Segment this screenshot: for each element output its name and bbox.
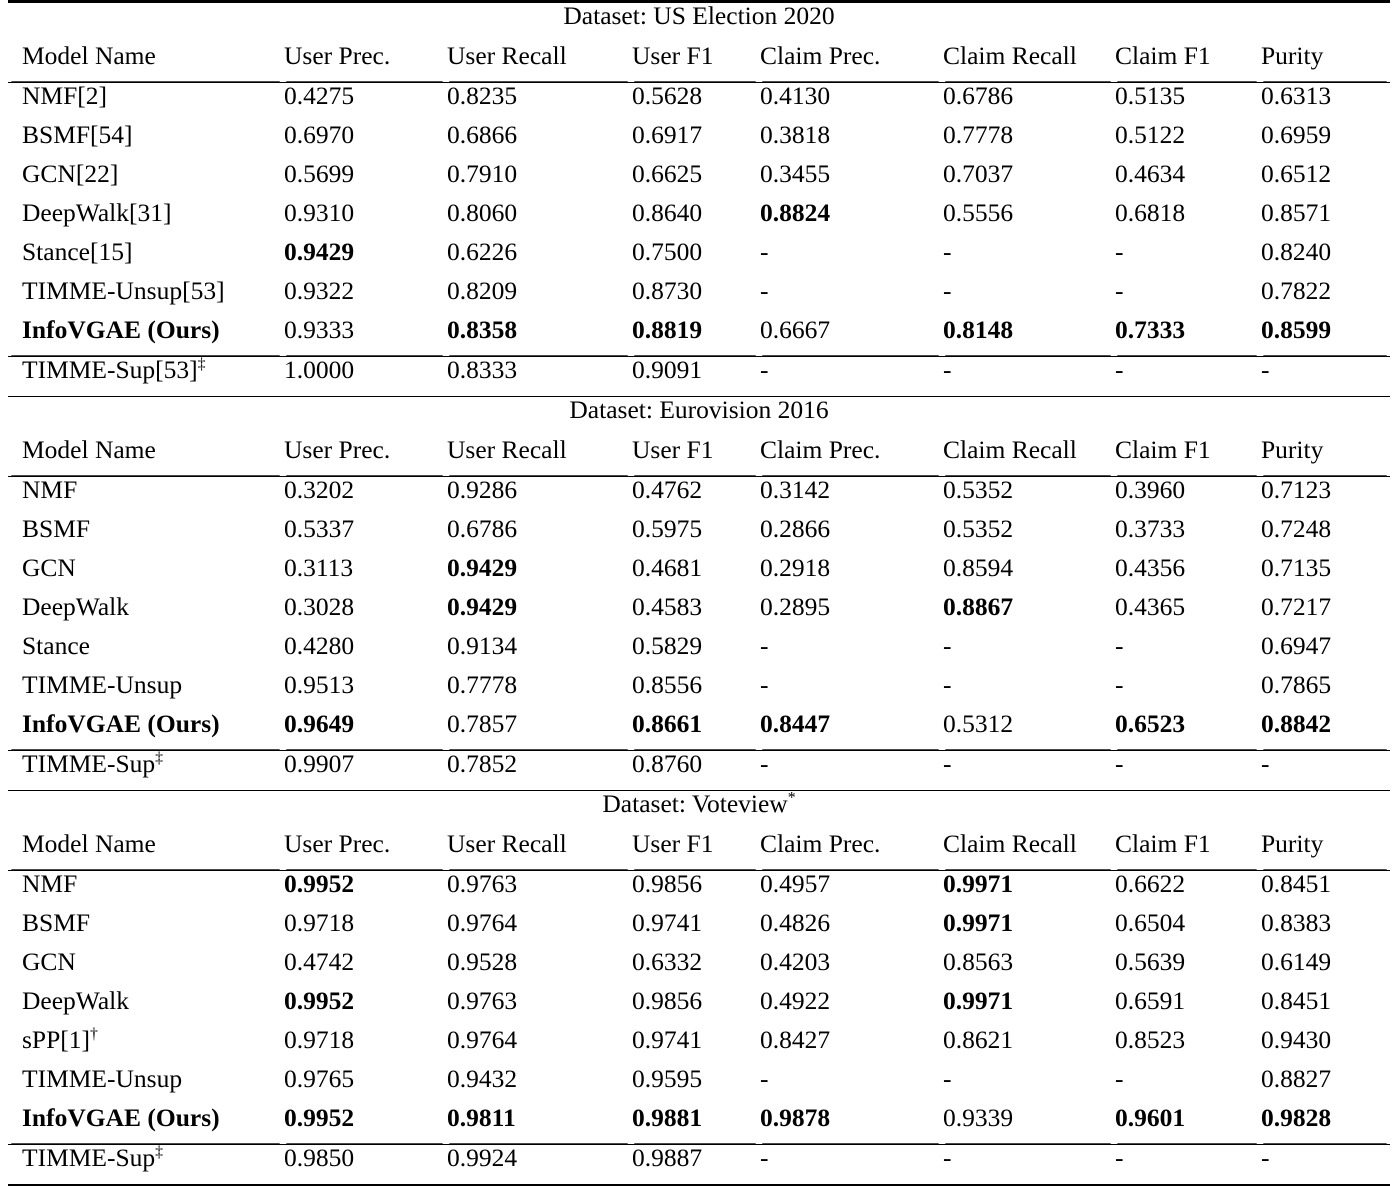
column-header-claim-recall: Claim Recall xyxy=(942,831,1114,871)
table-cell: 0.8571 xyxy=(1260,200,1390,239)
table-cell: 0.8842 xyxy=(1260,711,1390,751)
dataset-title: Dataset: Voteview* xyxy=(8,791,1390,832)
table-row xyxy=(8,1105,1390,1145)
table-cell: 0.7778 xyxy=(942,122,1114,161)
table-cell: - xyxy=(759,672,942,711)
table-cell: 0.8661 xyxy=(631,711,759,751)
table-cell: 0.6917 xyxy=(631,122,759,161)
row-model-name: BSMF[54] xyxy=(8,122,283,161)
table-cell: 0.9765 xyxy=(283,1066,446,1105)
table-cell: 0.9741 xyxy=(631,1027,759,1066)
table-cell: 0.3142 xyxy=(759,477,942,517)
table-cell: 0.5975 xyxy=(631,516,759,555)
column-header-user-recall: User Recall xyxy=(446,437,631,477)
table-cell: 0.9333 xyxy=(283,317,446,357)
table-cell: 0.9763 xyxy=(446,988,631,1027)
table-cell: - xyxy=(942,751,1114,791)
table-cell: 0.7217 xyxy=(1260,594,1390,633)
table-row xyxy=(8,871,1390,911)
table-cell: 0.8427 xyxy=(759,1027,942,1066)
table-cell: 0.3818 xyxy=(759,122,942,161)
table-cell: 0.8060 xyxy=(446,200,631,239)
table-cell: 0.6226 xyxy=(446,239,631,278)
footnote-marker: * xyxy=(788,790,796,807)
table-cell: - xyxy=(1260,751,1390,791)
table-row xyxy=(8,633,1390,672)
table-cell: 0.6786 xyxy=(942,83,1114,123)
table-cell: 0.7852 xyxy=(446,751,631,791)
column-header-claim-f1: Claim F1 xyxy=(1114,43,1260,83)
table-cell: 0.9430 xyxy=(1260,1027,1390,1066)
column-header-claim-recall: Claim Recall xyxy=(942,43,1114,83)
table-cell: 0.9811 xyxy=(446,1105,631,1145)
table-cell: 0.8523 xyxy=(1114,1027,1260,1066)
table-cell: 0.6625 xyxy=(631,161,759,200)
table-cell: - xyxy=(1114,1066,1260,1105)
table-cell: 0.9881 xyxy=(631,1105,759,1145)
table-cell: 1.0000 xyxy=(283,357,446,397)
table-cell: 0.3113 xyxy=(283,555,446,594)
table-cell: 0.9429 xyxy=(446,555,631,594)
table-cell: 0.6866 xyxy=(446,122,631,161)
column-header-user-recall: User Recall xyxy=(446,831,631,871)
table-cell: 0.9741 xyxy=(631,910,759,949)
table-cell: 0.4280 xyxy=(283,633,446,672)
table-row xyxy=(8,477,1390,517)
table-cell: 0.4762 xyxy=(631,477,759,517)
row-model-name: BSMF xyxy=(8,516,283,555)
table-cell: 0.6523 xyxy=(1114,711,1260,751)
table-cell: 0.6970 xyxy=(283,122,446,161)
table-cell: 0.8594 xyxy=(942,555,1114,594)
table-cell: 0.7037 xyxy=(942,161,1114,200)
table-cell: 0.3960 xyxy=(1114,477,1260,517)
table-row xyxy=(8,83,1390,123)
row-model-name: TIMME-Sup‡ xyxy=(8,1145,283,1186)
table-cell: 0.8730 xyxy=(631,278,759,317)
table-row xyxy=(8,239,1390,278)
column-header-row xyxy=(8,831,1390,871)
table-cell: 0.6622 xyxy=(1114,871,1260,911)
table-row xyxy=(8,357,1390,397)
column-header-model-name: Model Name xyxy=(8,43,283,83)
table-cell: 0.6959 xyxy=(1260,122,1390,161)
table-cell: 0.6591 xyxy=(1114,988,1260,1027)
table-cell: - xyxy=(759,751,942,791)
table-cell: 0.5312 xyxy=(942,711,1114,751)
column-header-model-name: Model Name xyxy=(8,437,283,477)
table-cell: - xyxy=(1114,357,1260,397)
table-row xyxy=(8,751,1390,791)
table-cell: 0.7865 xyxy=(1260,672,1390,711)
table-cell: 0.9907 xyxy=(283,751,446,791)
table-cell: 0.8451 xyxy=(1260,871,1390,911)
table-cell: - xyxy=(942,357,1114,397)
table-cell: 0.9429 xyxy=(446,594,631,633)
table-cell: 0.8383 xyxy=(1260,910,1390,949)
table-cell: 0.4356 xyxy=(1114,555,1260,594)
table-cell: 0.6504 xyxy=(1114,910,1260,949)
table-cell: - xyxy=(1114,672,1260,711)
section-rule xyxy=(8,397,1390,438)
table-row xyxy=(8,122,1390,161)
column-header-user-prec: User Prec. xyxy=(283,831,446,871)
table-row xyxy=(8,1027,1390,1066)
table-cell: 0.9091 xyxy=(631,357,759,397)
row-model-name: GCN[22] xyxy=(8,161,283,200)
table-cell: 0.9971 xyxy=(942,988,1114,1027)
table-cell: 0.7910 xyxy=(446,161,631,200)
table-cell: 0.8240 xyxy=(1260,239,1390,278)
table-row xyxy=(8,161,1390,200)
table-cell: 0.9718 xyxy=(283,1027,446,1066)
row-model-name: sPP[1]† xyxy=(8,1027,283,1066)
table-cell: - xyxy=(1114,1145,1260,1186)
table-cell: 0.9322 xyxy=(283,278,446,317)
table-cell: 0.5122 xyxy=(1114,122,1260,161)
table-cell: 0.9764 xyxy=(446,1027,631,1066)
table-cell: 0.8451 xyxy=(1260,988,1390,1027)
table-cell: 0.9513 xyxy=(283,672,446,711)
column-header-claim-f1: Claim F1 xyxy=(1114,437,1260,477)
table-cell: 0.3028 xyxy=(283,594,446,633)
row-model-name: DeepWalk[31] xyxy=(8,200,283,239)
table-cell: 0.5639 xyxy=(1114,949,1260,988)
table-cell: 0.5829 xyxy=(631,633,759,672)
table-row xyxy=(8,1066,1390,1105)
table-cell: 0.9718 xyxy=(283,910,446,949)
table-cell: 0.6313 xyxy=(1260,83,1390,123)
column-header-user-prec: User Prec. xyxy=(283,437,446,477)
table-cell: - xyxy=(942,1066,1114,1105)
row-model-name: GCN xyxy=(8,949,283,988)
footnote-marker: ‡ xyxy=(155,1144,163,1161)
table-cell: 0.9134 xyxy=(446,633,631,672)
table-cell: 0.4365 xyxy=(1114,594,1260,633)
table-cell: 0.4583 xyxy=(631,594,759,633)
row-model-name: TIMME-Unsup[53] xyxy=(8,278,283,317)
row-model-name: TIMME-Sup‡ xyxy=(8,751,283,791)
table-cell: 0.5628 xyxy=(631,83,759,123)
table-cell: 0.9828 xyxy=(1260,1105,1390,1145)
table-cell: 0.9952 xyxy=(283,1105,446,1145)
table-cell: - xyxy=(1114,278,1260,317)
table-cell: 0.7822 xyxy=(1260,278,1390,317)
table-cell: 0.9601 xyxy=(1114,1105,1260,1145)
table-cell: - xyxy=(759,1066,942,1105)
row-model-name: InfoVGAE (Ours) xyxy=(8,711,283,751)
table-cell: 0.9763 xyxy=(446,871,631,911)
table-cell: 0.8235 xyxy=(446,83,631,123)
table-cell: 0.6786 xyxy=(446,516,631,555)
table-cell: 0.9429 xyxy=(283,239,446,278)
row-model-name: NMF xyxy=(8,477,283,517)
table-cell: 0.9952 xyxy=(283,988,446,1027)
table-cell: - xyxy=(759,239,942,278)
table-cell: 0.6947 xyxy=(1260,633,1390,672)
table-cell: 0.6332 xyxy=(631,949,759,988)
section-rule xyxy=(8,2,1390,44)
table-cell: 0.9971 xyxy=(942,910,1114,949)
table-cell: 0.9850 xyxy=(283,1145,446,1186)
dataset-title: Dataset: US Election 2020 xyxy=(8,2,1390,44)
results-table-body xyxy=(8,2,1390,1186)
table-cell: 0.3455 xyxy=(759,161,942,200)
column-header-user-f1: User F1 xyxy=(631,831,759,871)
table-cell: 0.8333 xyxy=(446,357,631,397)
results-table xyxy=(8,0,1390,1186)
table-cell: 0.3733 xyxy=(1114,516,1260,555)
table-row xyxy=(8,200,1390,239)
row-model-name: DeepWalk xyxy=(8,594,283,633)
table-cell: 0.8563 xyxy=(942,949,1114,988)
table-row xyxy=(8,910,1390,949)
dataset-title: Dataset: Eurovision 2016 xyxy=(8,397,1390,438)
table-cell: 0.4742 xyxy=(283,949,446,988)
footnote-marker: † xyxy=(90,1026,98,1043)
table-cell: 0.8599 xyxy=(1260,317,1390,357)
table-row xyxy=(8,278,1390,317)
table-cell: 0.7857 xyxy=(446,711,631,751)
table-cell: 0.4826 xyxy=(759,910,942,949)
footnote-marker: ‡ xyxy=(198,356,206,373)
column-header-purity: Purity xyxy=(1260,831,1390,871)
table-cell: 0.8209 xyxy=(446,278,631,317)
table-cell: 0.8824 xyxy=(759,200,942,239)
row-model-name: TIMME-Sup[53]‡ xyxy=(8,357,283,397)
table-cell: 0.8640 xyxy=(631,200,759,239)
row-model-name: DeepWalk xyxy=(8,988,283,1027)
table-cell: 0.8621 xyxy=(942,1027,1114,1066)
table-cell: - xyxy=(759,278,942,317)
table-cell: - xyxy=(1260,1145,1390,1186)
row-model-name: InfoVGAE (Ours) xyxy=(8,317,283,357)
table-row xyxy=(8,949,1390,988)
table-cell: 0.9887 xyxy=(631,1145,759,1186)
table-cell: 0.2895 xyxy=(759,594,942,633)
table-row xyxy=(8,988,1390,1027)
table-cell: - xyxy=(942,633,1114,672)
table-cell: 0.4681 xyxy=(631,555,759,594)
column-header-claim-f1: Claim F1 xyxy=(1114,831,1260,871)
table-cell: 0.9432 xyxy=(446,1066,631,1105)
footnote-marker: ‡ xyxy=(155,750,163,767)
table-cell: 0.5135 xyxy=(1114,83,1260,123)
table-cell: - xyxy=(1260,357,1390,397)
table-cell: 0.6149 xyxy=(1260,949,1390,988)
column-header-claim-prec: Claim Prec. xyxy=(759,43,942,83)
column-header-row xyxy=(8,43,1390,83)
row-model-name: Stance[15] xyxy=(8,239,283,278)
table-cell: 0.9528 xyxy=(446,949,631,988)
row-model-name: NMF xyxy=(8,871,283,911)
table-cell: 0.8148 xyxy=(942,317,1114,357)
table-cell: 0.5699 xyxy=(283,161,446,200)
table-cell: 0.8556 xyxy=(631,672,759,711)
table-cell: 0.7135 xyxy=(1260,555,1390,594)
table-cell: 0.8827 xyxy=(1260,1066,1390,1105)
table-cell: 0.9924 xyxy=(446,1145,631,1186)
table-cell: 0.9649 xyxy=(283,711,446,751)
column-header-claim-prec: Claim Prec. xyxy=(759,831,942,871)
table-cell: 0.9310 xyxy=(283,200,446,239)
section-rule xyxy=(8,791,1390,832)
table-cell: 0.2866 xyxy=(759,516,942,555)
column-header-model-name: Model Name xyxy=(8,831,283,871)
table-cell: - xyxy=(1114,239,1260,278)
table-cell: 0.9971 xyxy=(942,871,1114,911)
table-row xyxy=(8,555,1390,594)
table-cell: - xyxy=(942,672,1114,711)
table-cell: 0.8447 xyxy=(759,711,942,751)
table-cell: 0.6512 xyxy=(1260,161,1390,200)
column-header-claim-prec: Claim Prec. xyxy=(759,437,942,477)
table-cell: 0.8867 xyxy=(942,594,1114,633)
table-cell: 0.4922 xyxy=(759,988,942,1027)
table-cell: 0.8760 xyxy=(631,751,759,791)
table-cell: 0.7248 xyxy=(1260,516,1390,555)
row-model-name: TIMME-Unsup xyxy=(8,1066,283,1105)
table-cell: 0.7778 xyxy=(446,672,631,711)
table-row xyxy=(8,711,1390,751)
column-header-purity: Purity xyxy=(1260,43,1390,83)
table-cell: - xyxy=(942,1145,1114,1186)
column-header-user-f1: User F1 xyxy=(631,437,759,477)
table-cell: 0.8819 xyxy=(631,317,759,357)
table-cell: 0.9764 xyxy=(446,910,631,949)
row-model-name: NMF[2] xyxy=(8,83,283,123)
table-row xyxy=(8,672,1390,711)
table-cell: 0.8358 xyxy=(446,317,631,357)
column-header-user-f1: User F1 xyxy=(631,43,759,83)
table-cell: 0.9856 xyxy=(631,988,759,1027)
table-cell: 0.6667 xyxy=(759,317,942,357)
row-model-name: TIMME-Unsup xyxy=(8,672,283,711)
table-cell: 0.5352 xyxy=(942,516,1114,555)
column-header-user-recall: User Recall xyxy=(446,43,631,83)
table-cell: 0.4203 xyxy=(759,949,942,988)
table-cell: 0.3202 xyxy=(283,477,446,517)
table-cell: 0.9952 xyxy=(283,871,446,911)
table-cell: 0.2918 xyxy=(759,555,942,594)
table-cell: 0.9878 xyxy=(759,1105,942,1145)
table-cell: 0.9595 xyxy=(631,1066,759,1105)
table-cell: 0.5556 xyxy=(942,200,1114,239)
row-model-name: BSMF xyxy=(8,910,283,949)
table-cell: 0.9286 xyxy=(446,477,631,517)
table-cell: - xyxy=(759,633,942,672)
table-cell: - xyxy=(1114,633,1260,672)
table-cell: 0.7333 xyxy=(1114,317,1260,357)
table-row xyxy=(8,1145,1390,1186)
table-cell: - xyxy=(942,278,1114,317)
table-cell: 0.4275 xyxy=(283,83,446,123)
table-cell: - xyxy=(759,357,942,397)
table-cell: 0.9856 xyxy=(631,871,759,911)
table-row xyxy=(8,317,1390,357)
table-cell: 0.9339 xyxy=(942,1105,1114,1145)
column-header-user-prec: User Prec. xyxy=(283,43,446,83)
table-row xyxy=(8,516,1390,555)
table-cell: 0.5352 xyxy=(942,477,1114,517)
table-cell: 0.6818 xyxy=(1114,200,1260,239)
table-row xyxy=(8,594,1390,633)
table-cell: 0.7500 xyxy=(631,239,759,278)
table-cell: 0.4130 xyxy=(759,83,942,123)
column-header-row xyxy=(8,437,1390,477)
table-cell: - xyxy=(759,1145,942,1186)
column-header-purity: Purity xyxy=(1260,437,1390,477)
row-model-name: GCN xyxy=(8,555,283,594)
table-cell: 0.7123 xyxy=(1260,477,1390,517)
table-cell: 0.5337 xyxy=(283,516,446,555)
column-header-claim-recall: Claim Recall xyxy=(942,437,1114,477)
row-model-name: InfoVGAE (Ours) xyxy=(8,1105,283,1145)
row-model-name: Stance xyxy=(8,633,283,672)
table-cell: - xyxy=(1114,751,1260,791)
table-cell: 0.4634 xyxy=(1114,161,1260,200)
table-cell: - xyxy=(942,239,1114,278)
table-cell: 0.4957 xyxy=(759,871,942,911)
